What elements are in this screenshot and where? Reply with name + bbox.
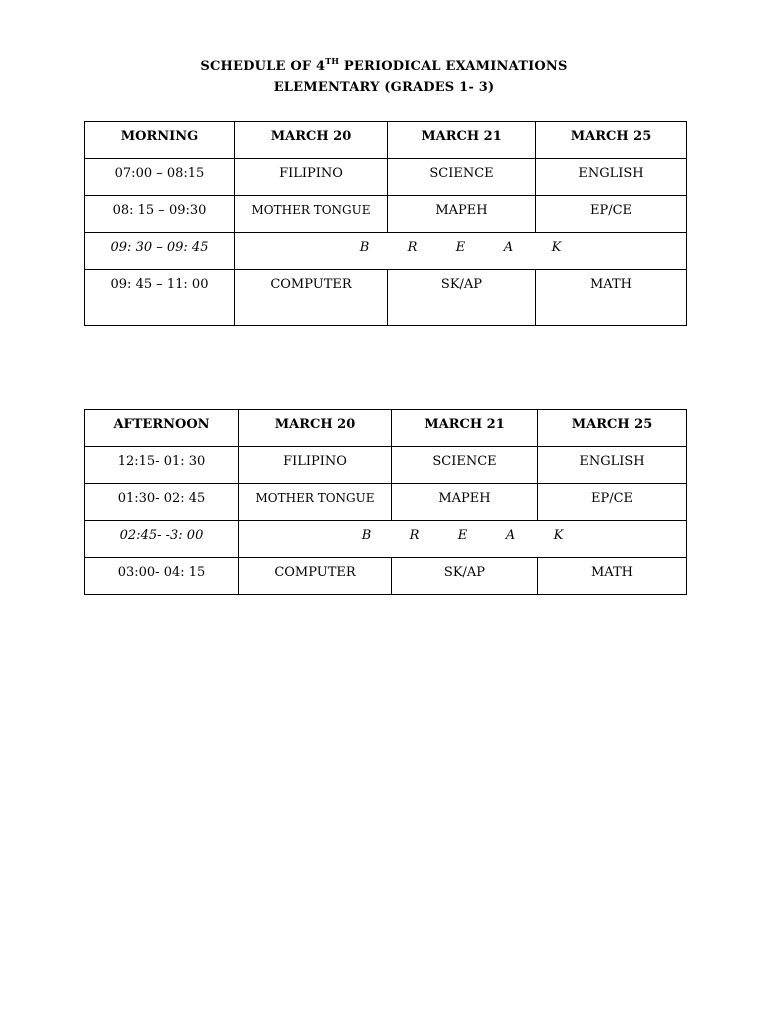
break-row — [85, 521, 687, 558]
time-cell: 08: 15 – 09:30 — [85, 196, 235, 233]
break-letter: A — [503, 240, 514, 255]
break-letter: R — [409, 528, 420, 543]
subject-cell: SK/AP — [392, 558, 538, 595]
title-prefix: SCHEDULE OF 4 — [200, 59, 326, 74]
subject-cell: SCIENCE — [392, 447, 538, 484]
morning-schedule-table — [84, 121, 687, 326]
time-cell: 09: 45 – 11: 00 — [85, 270, 235, 326]
time-cell: 02:45- -3: 00 — [85, 521, 239, 558]
time-cell: 09: 30 – 09: 45 — [85, 233, 235, 270]
subject-cell: SK/AP — [388, 270, 536, 326]
break-letter: K — [551, 240, 562, 255]
time-cell: 07:00 – 08:15 — [85, 159, 235, 196]
subject-cell: FILIPINO — [235, 159, 388, 196]
time-cell: 12:15- 01: 30 — [85, 447, 239, 484]
break-letter: A — [505, 528, 516, 543]
time-cell: 03:00- 04: 15 — [85, 558, 239, 595]
subject-cell: FILIPINO — [239, 447, 392, 484]
header-cell-date: MARCH 20 — [239, 410, 392, 447]
document-title-line-2: ELEMENTARY (GRADES 1- 3) — [273, 80, 495, 95]
break-cell — [235, 233, 687, 270]
break-letter: B — [359, 240, 370, 255]
subject-cell: COMPUTER — [239, 558, 392, 595]
table-row — [85, 196, 687, 233]
table-row — [85, 558, 687, 595]
break-letter: R — [407, 240, 418, 255]
header-cell-date: MARCH 21 — [388, 122, 536, 159]
header-cell-session: MORNING — [85, 122, 235, 159]
break-row — [85, 233, 687, 270]
break-letter: K — [553, 528, 564, 543]
table-header-row — [85, 410, 687, 447]
document-title-line-1 — [0, 55, 768, 74]
subject-cell: EP/CE — [536, 196, 687, 233]
subject-cell: MAPEH — [388, 196, 536, 233]
header-cell-date: MARCH 25 — [536, 122, 687, 159]
time-cell: 01:30- 02: 45 — [85, 484, 239, 521]
subject-cell: EP/CE — [538, 484, 687, 521]
header-cell-date: MARCH 25 — [538, 410, 687, 447]
table-row — [85, 159, 687, 196]
subject-cell: ENGLISH — [536, 159, 687, 196]
subject-cell: ENGLISH — [538, 447, 687, 484]
subject-cell: MATH — [536, 270, 687, 326]
afternoon-schedule-table — [84, 409, 687, 595]
table-header-row — [85, 122, 687, 159]
break-letter: B — [361, 528, 372, 543]
table-row — [85, 484, 687, 521]
subject-cell: MOTHER TONGUE — [235, 196, 388, 233]
table-row — [85, 447, 687, 484]
title-superscript: TH — [325, 55, 340, 66]
header-cell-session: AFTERNOON — [85, 410, 239, 447]
header-cell-date: MARCH 21 — [392, 410, 538, 447]
break-letter: E — [455, 240, 466, 255]
break-letter: E — [457, 528, 468, 543]
title-suffix: PERIODICAL EXAMINATIONS — [339, 59, 568, 74]
subject-cell: SCIENCE — [388, 159, 536, 196]
subject-cell: MOTHER TONGUE — [239, 484, 392, 521]
subject-cell: MATH — [538, 558, 687, 595]
subject-cell: MAPEH — [392, 484, 538, 521]
break-cell — [239, 521, 687, 558]
table-row — [85, 270, 687, 326]
header-cell-date: MARCH 20 — [235, 122, 388, 159]
subject-cell: COMPUTER — [235, 270, 388, 326]
